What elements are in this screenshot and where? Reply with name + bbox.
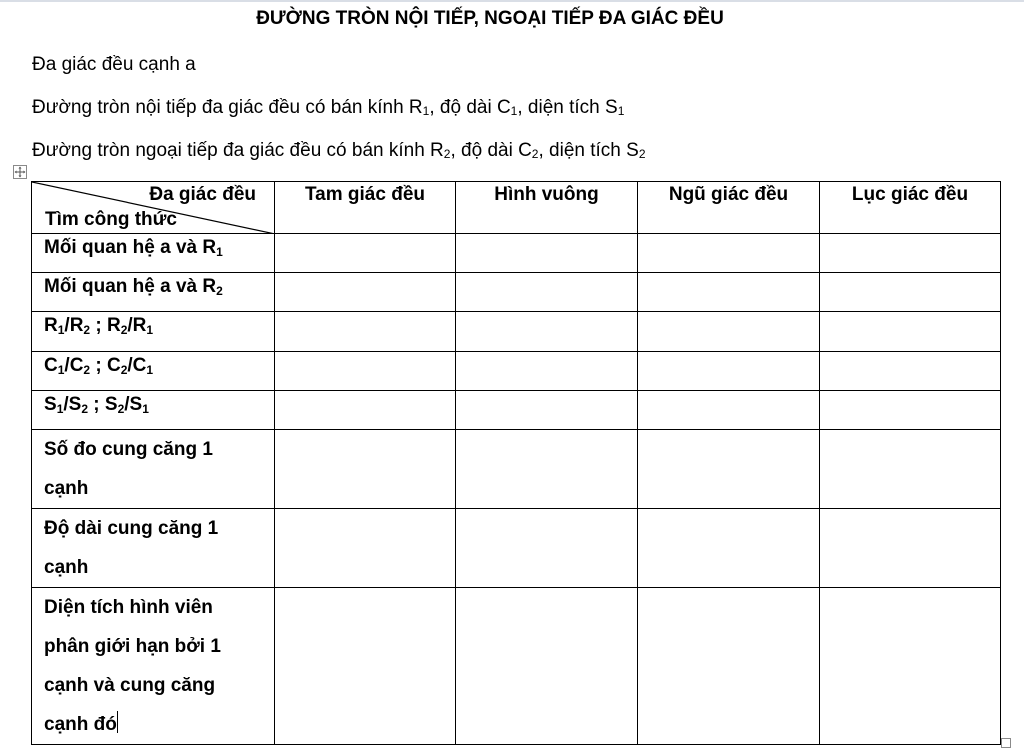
table-cell[interactable]	[456, 352, 638, 391]
row-label[interactable]: Độ dài cung căng 1 cạnh	[32, 509, 275, 588]
table-cell[interactable]	[638, 430, 820, 509]
table-cell[interactable]	[456, 509, 638, 588]
intro-line-circumscribed: Đường tròn ngoại tiếp đa giác đều có bán kính $R_2$, độ dài $C_2$, diện tích $S_2$	[32, 140, 646, 161]
table-cell[interactable]	[275, 588, 456, 745]
table-cell[interactable]	[456, 391, 638, 430]
table-cell[interactable]	[638, 312, 820, 352]
table-cell[interactable]	[820, 391, 1001, 430]
table-cell[interactable]	[820, 234, 1001, 273]
row-label[interactable]: Số đo cung căng 1 cạnh	[32, 430, 275, 509]
table-row	[32, 509, 1001, 588]
row-label[interactable]: $R_1/R_2$ ; $R_2/R_1$	[32, 312, 275, 352]
table-cell[interactable]	[275, 430, 456, 509]
table-cell[interactable]	[275, 234, 456, 273]
table-cell[interactable]	[820, 509, 1001, 588]
window-top-border	[0, 0, 1024, 2]
row-label[interactable]: $C_1/C_2$ ; $C_2/C_1$	[32, 352, 275, 391]
table-cell[interactable]	[638, 509, 820, 588]
table-row	[32, 588, 1001, 745]
column-header[interactable]: Ngũ giác đều	[638, 182, 820, 234]
table-cell[interactable]	[275, 509, 456, 588]
column-header[interactable]: Tam giác đều	[275, 182, 456, 234]
table-cell[interactable]	[638, 391, 820, 430]
table-row	[32, 273, 1001, 312]
table-row	[32, 430, 1001, 509]
table-cell[interactable]	[275, 352, 456, 391]
table-cell[interactable]	[275, 312, 456, 352]
column-header[interactable]: Hình vuông	[456, 182, 638, 234]
intro-line-polygon: Đa giác đều cạnh a	[32, 54, 196, 75]
table-row	[32, 312, 1001, 352]
table-cell[interactable]	[638, 352, 820, 391]
document-title: ĐƯỜNG TRÒN NỘI TIẾP, NGOẠI TIẾP ĐA GIÁC ĐỀU	[256, 8, 724, 29]
diagonal-header-cell[interactable]	[32, 182, 275, 234]
table-resize-icon[interactable]	[1001, 738, 1011, 748]
row-label[interactable]: Diện tích hình viên phân giới hạn bởi 1 cạnh và cung căng cạnh đó	[32, 588, 275, 745]
table-cell[interactable]	[456, 273, 638, 312]
row-label[interactable]: Mối quan hệ a và $R_2$	[32, 273, 275, 312]
table-cell[interactable]	[638, 273, 820, 312]
table-cell[interactable]	[456, 312, 638, 352]
row-label[interactable]: Mối quan hệ a và $R_1$	[32, 234, 275, 273]
table-row	[32, 352, 1001, 391]
table-cell[interactable]	[456, 234, 638, 273]
corner-label-formula: Tìm công thức	[45, 209, 177, 230]
table-row	[32, 234, 1001, 273]
text-cursor	[117, 711, 118, 733]
table-row	[32, 391, 1001, 430]
table-cell[interactable]	[820, 273, 1001, 312]
table-cell[interactable]	[456, 588, 638, 745]
intro-line-inscribed: Đường tròn nội tiếp đa giác đều có bán kính $R_1$, độ dài $C_1$, diện tích $S_1$	[32, 97, 625, 118]
table-cell[interactable]	[820, 588, 1001, 745]
table-move-icon[interactable]	[13, 165, 27, 179]
table-cell[interactable]	[638, 588, 820, 745]
row-label[interactable]: $S_1/S_2$ ; $S_2/S_1$	[32, 391, 275, 430]
table-cell[interactable]	[820, 352, 1001, 391]
table-cell[interactable]	[638, 234, 820, 273]
table-cell[interactable]	[820, 430, 1001, 509]
table-cell[interactable]	[275, 391, 456, 430]
column-header[interactable]: Lục giác đều	[820, 182, 1001, 234]
table-cell[interactable]	[456, 430, 638, 509]
table-header-row	[32, 182, 1001, 234]
table-cell[interactable]	[275, 273, 456, 312]
corner-label-polygon: Đa giác đều	[149, 184, 256, 205]
table-cell[interactable]	[820, 312, 1001, 352]
formula-table	[31, 181, 1001, 745]
